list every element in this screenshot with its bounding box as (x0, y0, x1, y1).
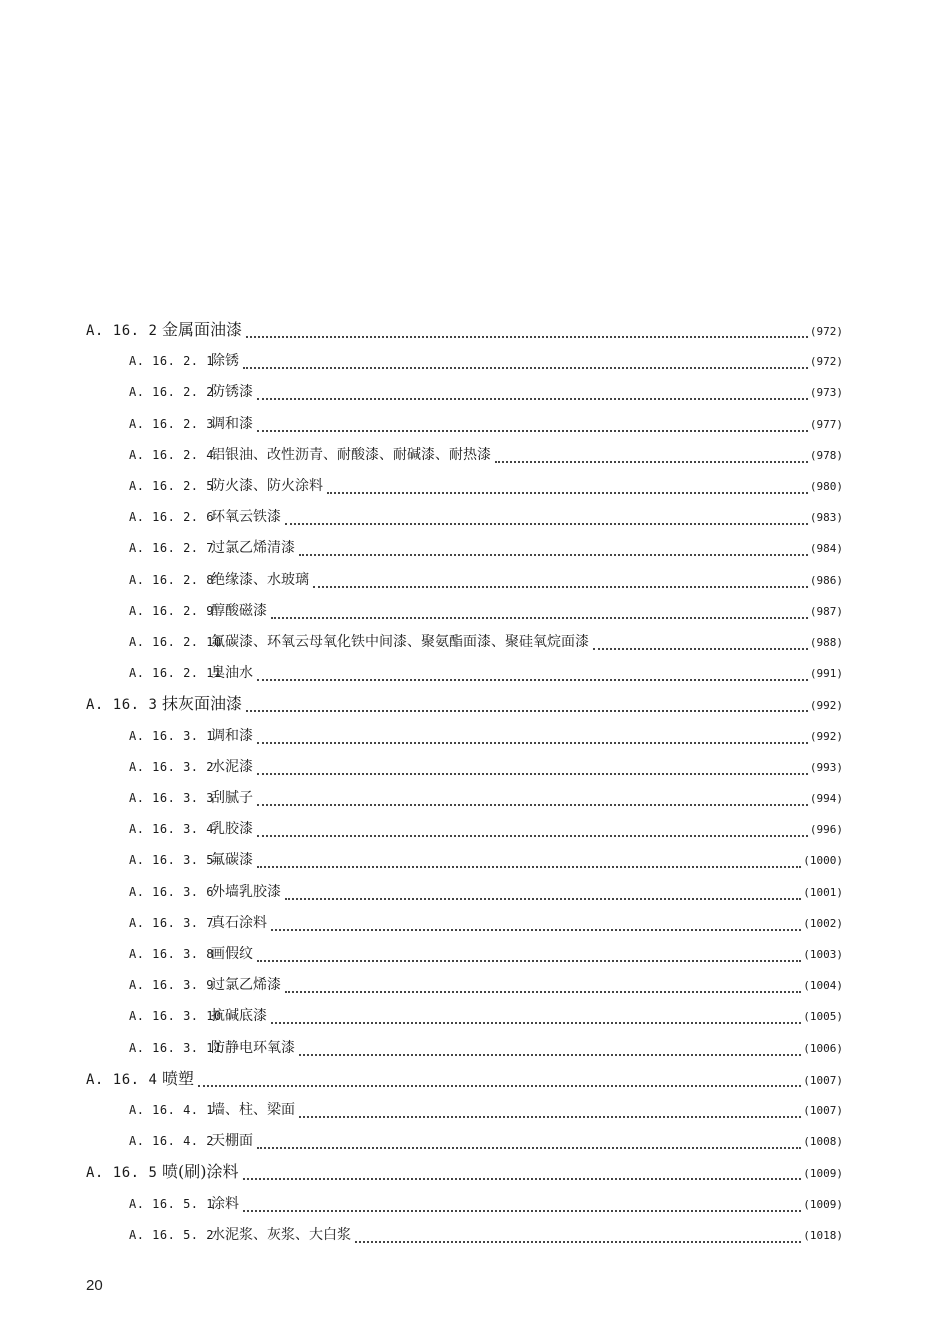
toc-entry-title: 除锈 (211, 353, 239, 370)
toc-entry-title: 乳胶漆 (211, 821, 253, 838)
toc-entry-title: 刮腻子 (211, 790, 253, 806)
toc-subsection-entry (129, 1129, 843, 1153)
toc-subsection-entry (129, 630, 843, 654)
toc-entry-number: A. 16. 3. 2 (129, 759, 214, 774)
toc-entry-page: (1003) (803, 948, 843, 961)
toc-entry-title: 防火漆、防火涂料 (211, 478, 323, 494)
toc-entry-title: 臭油水 (211, 665, 253, 682)
dot-leader (299, 554, 808, 556)
dot-leader (257, 804, 808, 806)
toc-entry-title: 防锈漆 (211, 384, 253, 401)
toc-entry-title: 铝银油、改性沥青、耐酸漆、耐碱漆、耐热漆 (211, 446, 491, 463)
dot-leader (257, 1147, 801, 1149)
toc-subsection-entry (129, 474, 843, 498)
toc-subsection-entry (129, 786, 843, 810)
toc-entry-number: A. 16. 2. 8 (129, 572, 214, 587)
toc-entry-number: A. 16. 3. 4 (129, 822, 214, 837)
toc-entry-page: (987) (809, 604, 843, 618)
dot-leader (355, 1241, 801, 1243)
toc-entry-number: A. 16. 2. 1 (129, 354, 214, 369)
toc-entry-number: A. 16. 4. 2 (129, 1134, 214, 1149)
dot-leader (257, 430, 808, 432)
toc-entry-page: (992) (809, 729, 843, 743)
toc-entry-number: A. 16. 2. 4 (129, 447, 214, 462)
toc-entry-title: 醇酸磁漆 (211, 602, 267, 619)
toc-entry-title: 墙、柱、梁面 (211, 1102, 295, 1118)
toc-entry-title: 氟碳漆、环氧云母氧化铁中间漆、聚氨酯面漆、聚硅氧烷面漆 (211, 634, 589, 650)
dot-leader (495, 461, 808, 463)
toc-entry-title: 水泥浆、灰浆、大白浆 (211, 1226, 351, 1243)
toc-subsection-entry (129, 443, 843, 467)
toc-entry-page: (993) (809, 760, 843, 774)
toc-entry-page: (1018) (803, 1228, 843, 1242)
toc-entry-page: (1007) (803, 1073, 843, 1087)
toc-entry-page: (994) (809, 792, 843, 805)
toc-subsection-entry (129, 568, 843, 592)
toc-entry-page: (984) (809, 542, 843, 556)
dot-leader (285, 898, 801, 900)
toc-entry-page: (1005) (803, 1010, 843, 1024)
dot-leader (327, 492, 808, 494)
dot-leader (243, 367, 808, 369)
toc-entry-title: 环氧云铁漆 (211, 509, 281, 526)
dot-leader (593, 648, 808, 650)
dot-leader (285, 523, 808, 525)
toc-entry-number: A. 16. 3. 5 (129, 853, 214, 868)
dot-leader (271, 1022, 801, 1024)
toc-entry-number: A. 16. 3. 1 (129, 728, 214, 743)
dot-leader (257, 835, 808, 837)
toc-entry-title: 氟碳漆 (211, 852, 253, 869)
toc-subsection-entry (129, 599, 843, 623)
toc-entry-title: 画假纹 (211, 946, 253, 962)
toc-entry-page: (1001) (803, 885, 843, 899)
dot-leader (257, 398, 808, 400)
toc-entry-number: A. 16. 2. 9 (129, 603, 214, 618)
toc-entry-title: 喷(刷)涂料 (162, 1162, 239, 1182)
toc-subsection-entry (129, 661, 843, 685)
toc-entry-title: 外墙乳胶漆 (211, 883, 281, 900)
dot-leader (257, 866, 801, 868)
toc-entry-title: 真石涂料 (211, 914, 267, 931)
toc-subsection-entry (129, 911, 843, 935)
page-number: 20 (86, 1277, 103, 1294)
toc-entry-page: (1006) (803, 1041, 843, 1055)
toc-subsection-entry (129, 380, 843, 404)
toc-entry-number: A. 16. 2. 10 (129, 635, 222, 649)
toc-entry-page: (1000) (803, 854, 843, 868)
toc-entry-title: 抗碱底漆 (211, 1008, 267, 1025)
toc-entry-title: 抹灰面油漆 (162, 694, 243, 714)
toc-subsection-entry (129, 1004, 843, 1028)
toc-subsection-entry (129, 817, 843, 841)
toc-subsection-entry (129, 1036, 843, 1060)
toc-entry-title: 防静电环氧漆 (211, 1039, 295, 1056)
toc-entry-number: A. 16. 3. 3 (129, 791, 214, 805)
toc-entry-title: 金属面油漆 (162, 320, 243, 339)
toc-entry-title: 绝缘漆、水玻璃 (211, 571, 309, 588)
toc-entry-title: 调和漆 (211, 727, 253, 744)
toc-entry-number: A. 16. 3. 11 (129, 1040, 222, 1055)
dot-leader (271, 929, 801, 931)
toc-subsection-entry (129, 1223, 843, 1247)
toc-subsection-entry (129, 973, 843, 997)
dot-leader (243, 1178, 802, 1180)
dot-leader (198, 1085, 801, 1087)
dot-leader (257, 960, 801, 962)
toc-entry-title: 调和漆 (211, 415, 253, 432)
toc-section-entry (86, 1067, 843, 1091)
toc-entry-number: A. 16. 4. 1 (129, 1103, 214, 1117)
toc-section-entry (86, 692, 843, 716)
toc-entry-page: (991) (809, 667, 843, 681)
toc-entry-page: (972) (809, 355, 843, 369)
toc-entry-page: (986) (809, 573, 843, 587)
toc-entry-page: (1009) (803, 1167, 843, 1181)
toc-section-entry (86, 318, 843, 342)
dot-leader (257, 773, 808, 775)
toc-entry-page: (1008) (803, 1135, 843, 1149)
toc-subsection-entry (129, 412, 843, 436)
toc-section-entry (86, 1160, 843, 1184)
toc-subsection-entry (129, 942, 843, 966)
toc-subsection-entry (129, 755, 843, 779)
toc-entry-number: A. 16. 3. 8 (129, 947, 214, 961)
toc-entry-title: 过氯乙烯漆 (211, 977, 281, 994)
toc-entry-number: A. 16. 2. 11 (129, 666, 222, 681)
toc-subsection-entry (129, 349, 843, 373)
toc-entry-page: (977) (809, 417, 843, 431)
toc-entry-number: A. 16. 2. 7 (129, 541, 214, 556)
toc-subsection-entry (129, 724, 843, 748)
dot-leader (257, 742, 808, 744)
dot-leader (257, 679, 808, 681)
toc-entry-number: A. 16. 5. 1 (129, 1196, 214, 1211)
dot-leader (285, 991, 801, 993)
toc-subsection-entry (129, 536, 843, 560)
toc-entry-number: A. 16. 3. 9 (129, 978, 214, 993)
dot-leader (246, 710, 808, 712)
toc-entry-page: (1009) (803, 1197, 843, 1211)
dot-leader (299, 1116, 801, 1118)
dot-leader (299, 1054, 801, 1056)
toc-entry-number: A. 16. 5 (86, 1165, 158, 1182)
dot-leader (246, 336, 808, 338)
toc-entry-number: A. 16. 5. 2 (129, 1227, 214, 1242)
toc-subsection-entry (129, 1098, 843, 1122)
toc-entry-number: A. 16. 2. 3 (129, 416, 214, 431)
toc-entry-page: (1002) (803, 916, 843, 930)
toc-subsection-entry (129, 505, 843, 529)
dot-leader (313, 586, 808, 588)
toc-subsection-entry (129, 848, 843, 872)
toc-subsection-entry (129, 1192, 843, 1216)
toc-entry-title: 天棚面 (211, 1133, 253, 1150)
toc-entry-page: (983) (809, 511, 843, 525)
toc-entry-title: 水泥漆 (211, 758, 253, 775)
toc-entry-page: (972) (809, 325, 843, 338)
toc-entry-number: A. 16. 3. 10 (129, 1009, 222, 1024)
toc-entry-number: A. 16. 2. 6 (129, 510, 214, 525)
dot-leader (271, 617, 808, 619)
toc-entry-page: (1004) (803, 979, 843, 993)
toc-entry-page: (988) (809, 636, 843, 649)
toc-entry-number: A. 16. 3. 6 (129, 884, 214, 899)
toc-entry-number: A. 16. 2. 5 (129, 479, 214, 493)
toc-entry-page: (980) (809, 480, 843, 493)
toc-entry-number: A. 16. 2 (86, 323, 158, 339)
toc-entry-number: A. 16. 3. 7 (129, 915, 214, 930)
dot-leader (243, 1210, 801, 1212)
toc-entry-number: A. 16. 2. 2 (129, 385, 214, 400)
toc-entry-title: 过氯乙烯清漆 (211, 540, 295, 557)
toc-entry-page: (973) (809, 386, 843, 400)
toc-entry-number: A. 16. 4 (86, 1071, 158, 1088)
toc-subsection-entry (129, 880, 843, 904)
toc-entry-page: (992) (809, 699, 843, 713)
toc-entry-title: 涂料 (211, 1195, 239, 1212)
toc-entry-page: (996) (809, 823, 843, 837)
toc-entry-title: 喷塑 (162, 1068, 195, 1088)
toc-entry-number: A. 16. 3 (86, 697, 158, 714)
toc-entry-page: (978) (809, 448, 843, 462)
toc-entry-page: (1007) (803, 1104, 843, 1117)
